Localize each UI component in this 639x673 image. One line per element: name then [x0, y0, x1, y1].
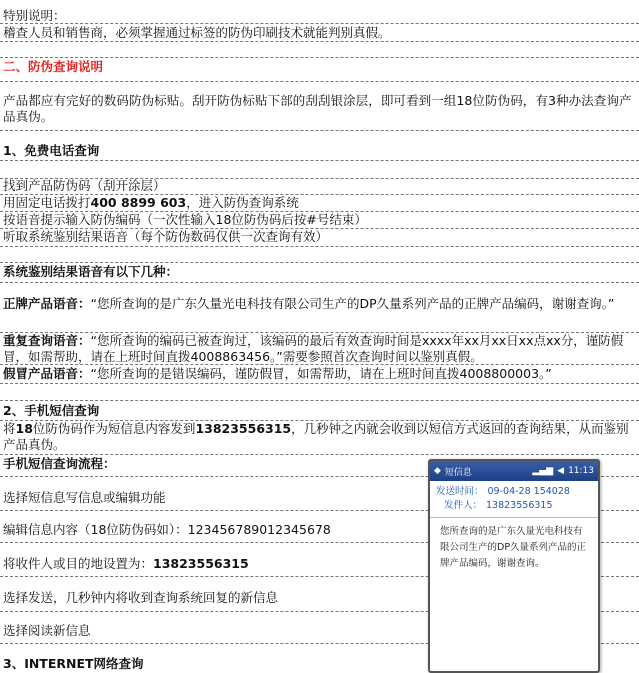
sms-step-4: 选择发送，几秒钟内将收到查询系统回复的新信息 [3, 590, 279, 605]
send-time-value: 09-04-28 154028 [487, 486, 570, 497]
sms-step-5: 选择阅读新信息 [3, 623, 91, 638]
phone-query-title: 1、免费电话查询 [3, 143, 100, 158]
sms-text-3: ，几秒钟之内就会收到以短信方式返回的查询结果，从而鉴别产品真伪。 [3, 421, 629, 452]
result-title: 系统鉴别结果语音有以下几种： [3, 264, 179, 279]
sms-step-3-pre: 将收件人或目的地设置为： [3, 556, 154, 571]
special-text: 稽查人员和销售商，必须掌握通过标签的防伪印刷技术就能判别真假。 [3, 25, 391, 40]
phone-step-2 [3, 195, 635, 210]
fake-text: “您所查询的是错误编码，谨防假冒，如需帮助，请在上班时间直拨4008800003。” [90, 366, 552, 381]
genuine-label: 正牌产品语音： [3, 296, 91, 311]
phone-step-3: 按语音提示输入防伪编码（一次性输入18位防伪码后按#号结束） [3, 212, 367, 227]
sms-flow-title: 手机短信查询流程： [3, 456, 116, 471]
repeat-label: 重复查询语音： [3, 333, 91, 348]
phone-message-header [430, 481, 598, 518]
fake-label: 假冒产品语音： [3, 366, 91, 381]
phone-sms-screenshot [428, 459, 600, 673]
send-time-label: 发送时间： [436, 486, 484, 497]
sms-digit-count: 18 [15, 421, 33, 436]
phone-app-name: 短信息 [444, 467, 472, 478]
sms-step-3-number: 13823556315 [153, 556, 249, 571]
speaker-icon: ◀ [557, 466, 565, 476]
phone-hotline: 400 8899 603 [90, 195, 187, 210]
windows-start-icon: ◆ [434, 466, 441, 476]
special-title: 特别说明： [3, 8, 66, 23]
sms-text-2: 位防伪码作为短信息内容发到 [32, 421, 196, 436]
phone-step-2-pre: 用固定电话拨打 [3, 195, 91, 210]
repeat-voice [3, 333, 635, 365]
genuine-text: “您所查询的是广东久量光电科技有限公司生产的DP久量系列产品的正牌产品编码，谢谢查询。” [90, 296, 615, 311]
phone-step-4: 听取系统鉴别结果语音（每个防伪数码仅供一次查询有效） [3, 229, 329, 244]
phone-clock: 11:13 [568, 466, 594, 476]
sms-text-1: 将 [3, 421, 16, 436]
sender-label: 发件人： [444, 500, 483, 511]
sender-value: 13823556315 [486, 500, 553, 511]
repeat-text: “您所查询的编码已被查询过，该编码的最后有效查询时间是xxxx年xx月xx日xx点xx分，谨防假冒，如需帮助，请在上班时间直拨4008863456。”需要参照首次查询时间以鉴别真假。 [3, 333, 624, 364]
sms-step-2: 编辑信息内容（18位防伪码如）：123456789012345678 [3, 522, 331, 537]
intro-paragraph: 产品都应有完好的数码防伪标贴。刮开防伪标贴下部的刮刮银涂层，即可看到一组18位防伪码，有3种办法查询产品真伪。 [3, 93, 632, 124]
phone-status-bar [430, 461, 598, 481]
sms-step-1: 选择短信息写信息或编辑功能 [3, 490, 166, 505]
phone-message-body: 您所查询的是广东久量光电科技有限公司生产的DP久量系列产品的正牌产品编码，谢谢查询。 [440, 526, 587, 569]
fake-voice [3, 366, 635, 381]
phone-step-2-post: ，进入防伪查询系统 [186, 195, 299, 210]
genuine-voice [3, 296, 635, 312]
sms-number: 13823556315 [195, 421, 292, 436]
sms-query-title: 2、手机短信查询 [3, 403, 100, 418]
internet-query-title: 3、INTERNET网络查询 [3, 656, 144, 671]
signal-icon: ▂▄▆ [532, 466, 554, 476]
phone-step-1: 找到产品防伪码（刮开涂层） [3, 178, 166, 193]
section2-title: 二、防伪查询说明 [3, 59, 104, 74]
sms-paragraph [3, 421, 635, 453]
